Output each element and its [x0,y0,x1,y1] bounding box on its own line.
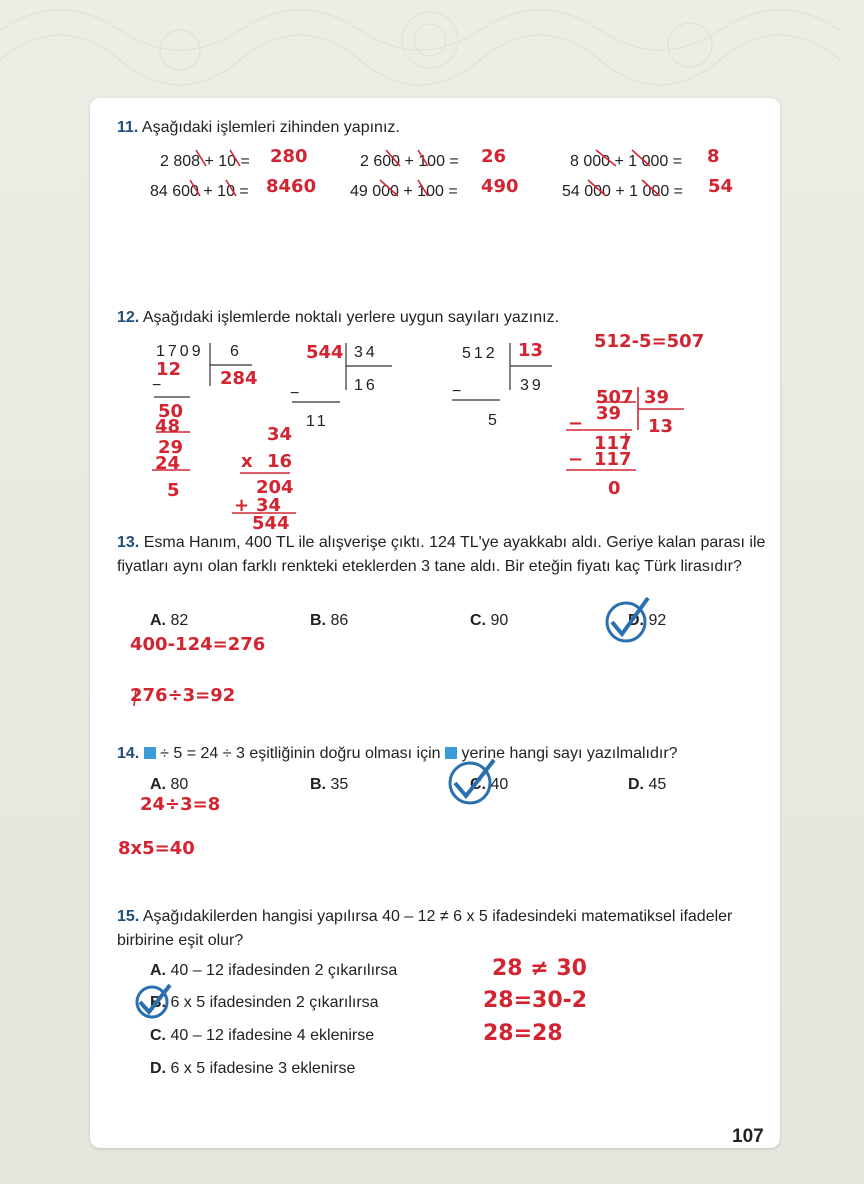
q11-answer-4: 8460 [266,176,317,197]
q11-expr-4: 84 600 + 10 = [150,183,249,200]
q13-check-icon [607,598,648,641]
q11-expr-3: 8 000 + 1 000 = [570,153,683,170]
q14-work-2: 8x5=40 [118,838,195,859]
div1-step-48: 48 [155,416,181,437]
check-quotient: 13 [648,416,674,437]
q11-expr-1: 2 808 + 10 = [160,153,250,170]
q14-option-c-label: C. [470,776,486,793]
q14-check-icon [450,760,494,803]
q14-text-b: yerine hangi sayı yazılmalıdır? [461,745,678,762]
q11-expr-2: 2 600 + 100 = [360,153,459,170]
page-number: 107 [732,1126,764,1147]
check-dividend: 507 [596,387,634,408]
check-step2: 117 [594,433,632,454]
div3-dividend: 512 [462,345,498,362]
q14-option-d-label: D. [628,776,644,793]
check-step1: 39 [596,403,622,424]
q13-option-c-label: C. [470,612,486,629]
strike-mark [196,150,206,166]
check-divisor: 39 [644,387,670,408]
q15-option-a-label: A. [150,962,166,979]
q12-prompt: Aşağıdaki işlemlerde noktalı yerlere uygun sayıları yazınız. [142,309,560,326]
q14-option-a-value: 80 [170,776,189,793]
q15-option-c-label: C. [150,1027,166,1044]
div2-quotient: 16 [354,377,378,394]
div3-remainder: 5 [488,412,497,429]
strike-mark [588,180,606,196]
q14-number: 14. [117,745,140,762]
q15-option-d-label: D. [150,1060,166,1077]
q15-option-d-value: 6 x 5 ifadesine 3 eklenirse [170,1060,356,1077]
q13-option-b-value: 86 [330,612,349,629]
div1-step-5: 5 [167,480,180,501]
q15-work-2: 28=30-2 [483,988,588,1013]
q14-option-d-value: 45 [648,776,667,793]
q15-number: 15. [117,908,140,925]
q15-option-c-value: 40 – 12 ifadesine 4 eklenirse [170,1027,375,1044]
q13-work-1: 400-124=276 [130,634,266,655]
q15-option-b-value: 6 x 5 ifadesinden 2 çıkarılırsa [170,994,379,1011]
div1-minus: − [152,377,162,394]
strike-mark [642,180,660,196]
q14-option-c-value: 40 [490,776,509,793]
check-minus1: − [568,413,584,434]
q15-work-1: 28 ≠ 30 [492,956,587,981]
q15-option-b-label: B. [150,994,166,1011]
q13-option-c-value: 90 [490,612,509,629]
strike-mark [190,180,200,196]
div1-step-29: 29 [158,437,184,458]
q15-text: Aşağıdakilerden hangisi yapılırsa 40 – 12 ≠ 6 x 5 ifadesindeki matematiksel ifadeler birbirine eşit olur? [117,908,733,949]
strike-mark [386,150,400,166]
q15-work-3: 28=28 [483,1021,563,1046]
strike-mark [632,150,650,166]
div2-minus: − [290,385,300,402]
div2-remainder: 11 [306,413,329,430]
q11-answer-5: 490 [481,176,519,197]
strike-mark [380,180,398,196]
q13-option-a-label: A. [150,612,166,629]
q13-option-d-label: D. [628,612,644,629]
mult-total: 544 [252,513,290,534]
div2-divisor: 34 [354,344,378,361]
strike-mark [226,180,236,196]
q11-answer-2: 26 [481,146,507,167]
div1-dividend: 1709 [156,343,204,360]
mult-p2: 34 [256,495,282,516]
q14-option-b-value: 35 [330,776,349,793]
mult-op: x [241,451,253,472]
div1-step-50: 50 [158,401,184,422]
q13-work-2: 276÷3=92 [130,685,236,706]
q11-answer-3: 8 [707,146,720,167]
mult-p1: 204 [256,477,294,498]
q14-text-a: ÷ 5 = 24 ÷ 3 eşitliğinin doğru olması için [160,745,441,762]
div2-dividend: 544 [306,342,344,363]
div-mark [134,690,136,706]
check-line: 512-5=507 [594,331,705,352]
check-minus2: − [568,449,584,470]
mult-b: 16 [267,451,293,472]
div3-quotient: 39 [520,377,544,394]
strike-mark [418,150,428,166]
div1-step-12: 12 [156,359,182,380]
q11-answer-1: 280 [270,146,308,167]
q11-expr-5: 49 000 + 100 = [350,183,458,200]
q15-option-a-value: 40 – 12 ifadesinden 2 çıkarılırsa [170,962,398,979]
q14-option-a-label: A. [150,776,166,793]
mult-plus: + [234,495,250,516]
q11-number: 11. [117,119,139,136]
check-result: 0 [608,478,621,499]
q12-number: 12. [117,309,140,326]
mult-a: 34 [267,424,293,445]
div1-divisor: 6 [230,343,239,360]
q13-number: 13. [117,534,140,551]
q15-check-icon [137,985,170,1017]
q14-option-b-label: B. [310,776,326,793]
q14-work-1: 24÷3=8 [140,794,221,815]
q11-answer-6: 54 [708,176,734,197]
div3-divisor: 13 [518,340,544,361]
q13-text: Esma Hanım, 400 TL ile alışverişe çıktı. 124 TL'ye ayakkabı aldı. Geriye kalan parası ile fiyatları aynı olan farklı renkteki eteklerden 3 tane aldı. Bir eteğin fiyatı kaç Türk lirasıdır? [117,534,766,575]
check-step3: 117 [594,449,632,470]
q11-prompt: Aşağıdaki işlemleri zihinden yapınız. [141,119,400,136]
q11-expr-6: 54 000 + 1 000 = [562,183,683,200]
div1-step-24: 24 [155,453,181,474]
q13-option-b-label: B. [310,612,326,629]
strike-mark [230,150,240,166]
strike-mark [596,150,616,166]
div1-quotient: 284 [220,368,258,389]
q13-option-a-value: 82 [170,612,189,629]
strike-mark [418,180,428,196]
q13-option-d-value: 92 [648,612,667,629]
div3-minus: − [452,383,462,400]
